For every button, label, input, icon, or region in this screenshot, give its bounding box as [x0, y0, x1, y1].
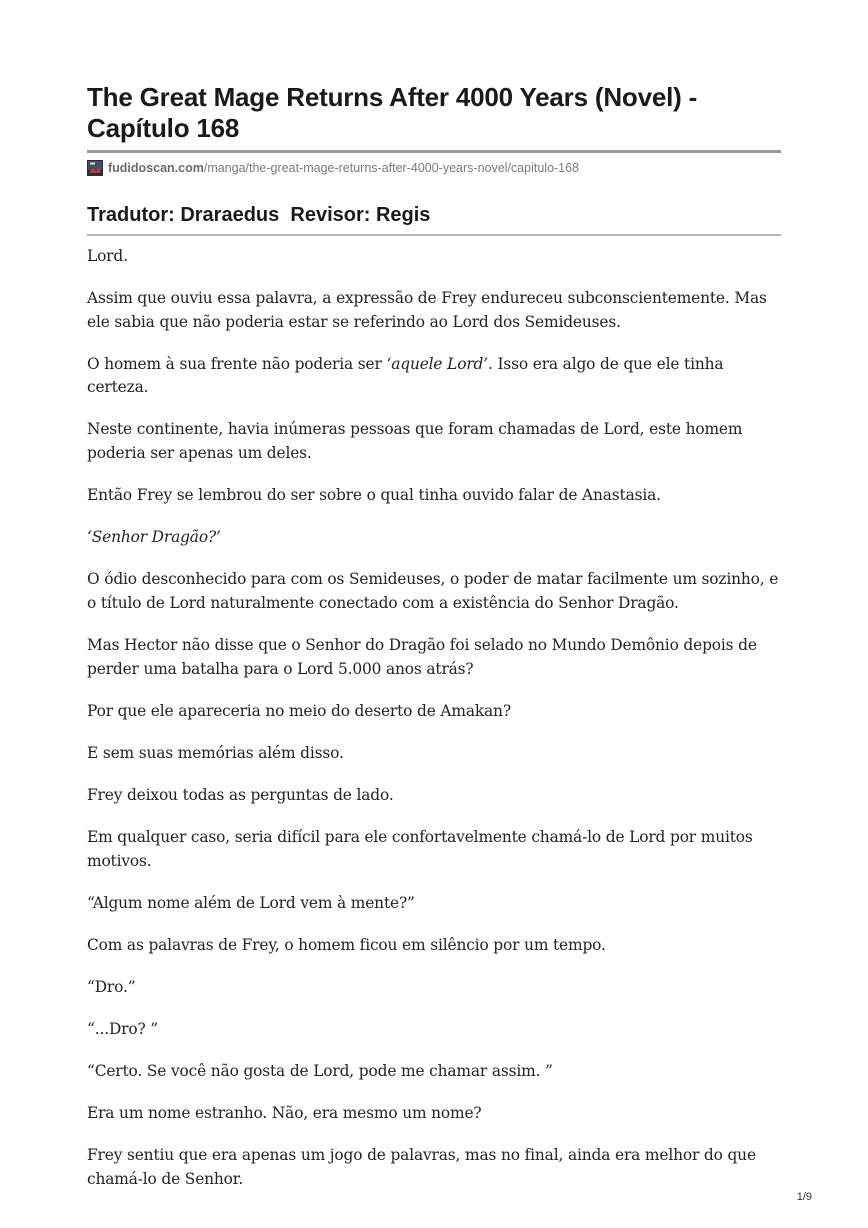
paragraph: “Dro.”: [87, 977, 136, 996]
paragraph: Assim que ouviu essa palavra, a expressão de Frey endureceu subconscientemente. Mas ele sabia que não poderia estar se referindo ao Lord dos Semideuses.: [87, 289, 767, 331]
paragraph-text: . Isso era algo de que ele tinha certeza.: [87, 354, 724, 397]
paragraph: E sem suas memórias além disso.: [87, 743, 344, 762]
paragraph-text: O homem à sua frente não poderia ser: [87, 354, 387, 373]
source-domain[interactable]: fudidoscan.com: [108, 161, 204, 175]
page-title: The Great Mage Returns After 4000 Years (Novel) - Capítulo 168: [87, 82, 698, 143]
paragraph: O ódio desconhecido para com os Semideuses, o poder de matar facilmente um sozinho, e o título de Lord naturalmente conectado com a existência do Senhor Dragão.: [87, 570, 779, 612]
chapter-body: [87, 245, 781, 1210]
source-path[interactable]: /manga/the-great-mage-returns-after-4000-years-novel/capitulo-168: [203, 161, 580, 175]
emphasis-text: ‘aquele Lord’: [386, 354, 488, 373]
emphasis-text: ‘Senhor Dragão?’: [87, 528, 221, 547]
paragraph: Neste continente, havia inúmeras pessoas que foram chamadas de Lord, este homem poderia ser apenas um deles.: [87, 420, 743, 463]
title-divider: [87, 150, 781, 153]
paragraph: “...Dro? ”: [87, 1019, 159, 1038]
page-number: 1/9: [796, 1191, 812, 1203]
source-link[interactable]: [87, 159, 579, 177]
paragraph: Mas Hector não disse que o Senhor do Dragão foi selado no Mundo Demônio depois de perder uma batalha para o Lord 5.000 anos atrás?: [87, 636, 757, 678]
site-favicon-icon: [87, 160, 103, 176]
paragraph: Então Frey se lembrou do ser sobre o qual tinha ouvido falar de Anastasia.: [87, 486, 661, 505]
paragraph: Com as palavras de Frey, o homem ficou em silêncio por um tempo.: [87, 935, 606, 954]
paragraph: Frey sentiu que era apenas um jogo de palavras, mas no final, ainda era melhor do que chamá-lo de Senhor.: [87, 1146, 756, 1188]
paragraph: [87, 526, 781, 550]
paragraph: Era um nome estranho. Não, era mesmo um nome?: [87, 1104, 482, 1123]
paragraph: “Certo. Se você não gosta de Lord, pode me chamar assim. ”: [87, 1062, 553, 1081]
paragraph: Por que ele apareceria no meio do deserto de Amakan?: [87, 701, 511, 720]
credits-divider: [87, 234, 781, 236]
credits-heading: Tradutor: Draraedus Revisor: Regis: [87, 204, 431, 226]
paragraph: Em qualquer caso, seria difícil para ele confortavelmente chamá-lo de Lord por muitos motivos.: [87, 828, 753, 870]
paragraph: “Algum nome além de Lord vem à mente?”: [87, 893, 415, 912]
paragraph: Frey deixou todas as perguntas de lado.: [87, 785, 394, 804]
paragraph: Lord.: [87, 247, 128, 265]
paragraph: [87, 353, 781, 400]
